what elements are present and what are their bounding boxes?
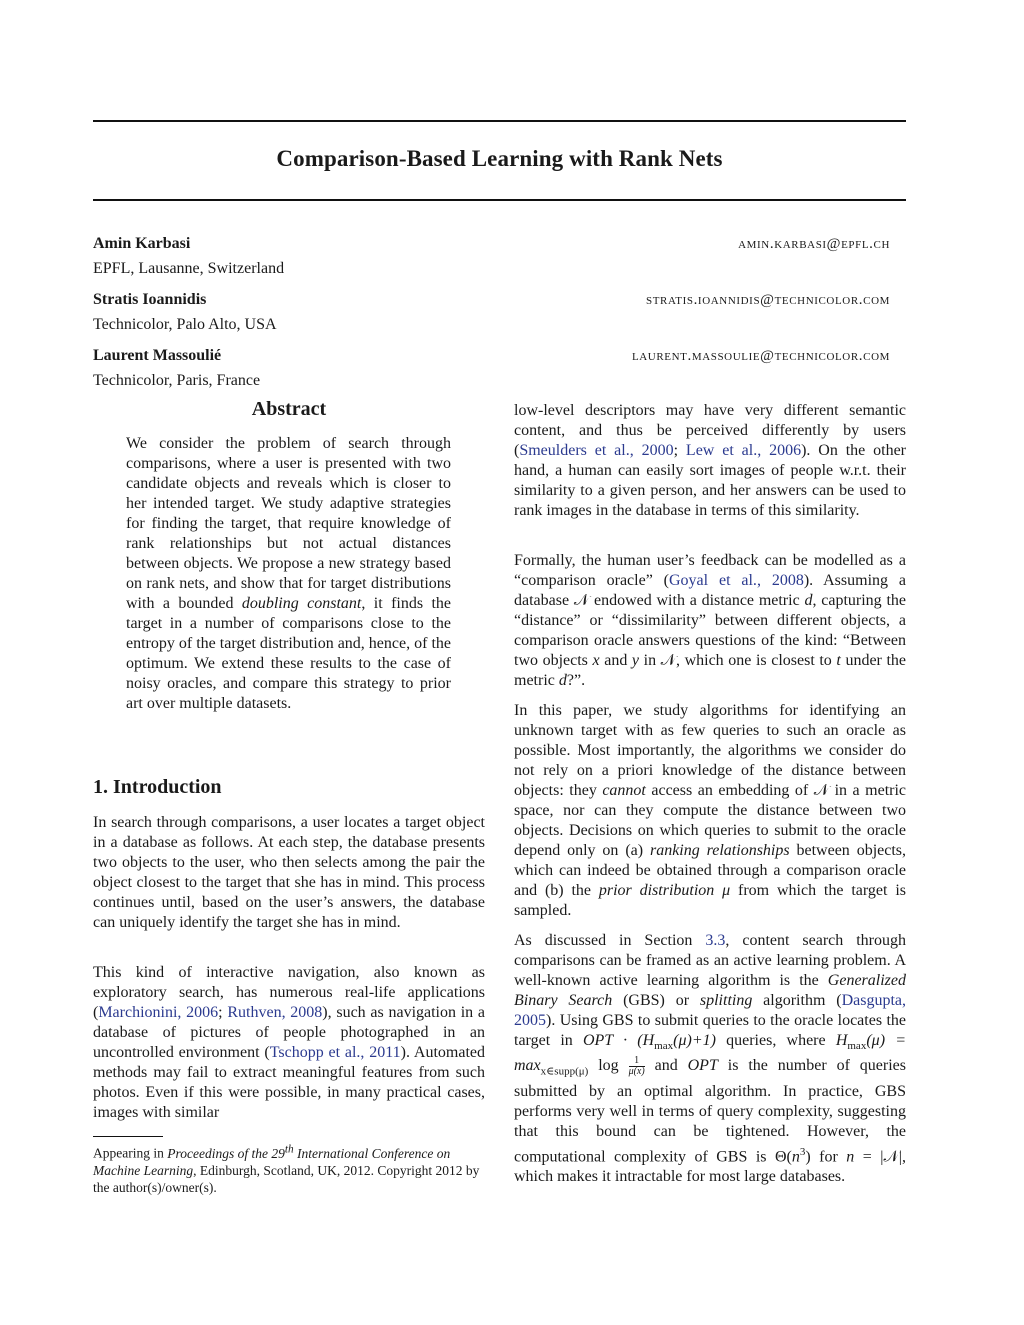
author-email: laurent.massoulie@technicolor.com (631, 348, 890, 364)
citation-author: Lew et al. (685, 442, 758, 459)
math-symbol: n (791, 1147, 800, 1165)
footnote-text: Appearing in (93, 1145, 168, 1161)
math-symbol: x (592, 652, 600, 669)
paragraph-text: between objects, which can indeed be obtained through a comparison oracle and (b) the (514, 842, 907, 899)
paragraph: low-level descriptors may have very different semantic content, and thus be perceived differently by users (Smeulders et al., 2000; Lew et al., 2006). On the other hand, a human can easily sort images of people w.r.t. their similarity to a given person, and her answers can be used to rank images in the database in terms of this similarity. (514, 402, 907, 519)
author-name: Amin Karbasi (93, 235, 191, 252)
footnote-rule (93, 1136, 163, 1137)
paragraph-text: ). On the other hand, a human can easily sort images of people w.r.t. their similarity to a given person, and her answers can be used to rank images in the database in terms of this similarity. (514, 442, 907, 519)
paragraph-text: In this paper, we study algorithms for identifying an unknown target with as few queries to such an oracle as possible. Most importantly, the algorithms we consider do not rely on a priori knowledge of the distance between objects: they (514, 702, 906, 799)
footnote-venue-text: International Conference on Machine Learning (93, 1145, 451, 1178)
emphasis: cannot (602, 782, 646, 799)
citation-year: 2006 (769, 442, 802, 459)
citation-year: 2011 (369, 1044, 401, 1061)
paragraph-text: low-level descriptors may have very different semantic content, and thus be perceived differently by users ( (514, 402, 906, 459)
paragraph-text: (GBS) or (612, 992, 700, 1009)
paragraph: This kind of interactive navigation, also known as exploratory search, has numerous real-life applications (Marchionini, 2006; Ruthven, 2008), such as navigation in a database of pictures of people photographed in an uncontrolled environment (Tschopp et al., 2011). Automated methods may fail to extract meaningful features from such photos. Even if this were possible, in many practical cases, images with similar (93, 964, 486, 1121)
math-subscript: x∈supp(μ) (540, 1065, 589, 1078)
citation-author: Smeulders et al. (519, 442, 630, 459)
footnote-superscript: th (284, 1143, 294, 1155)
intro-paragraph (93, 813, 485, 933)
emphasis: ranking relationships (649, 842, 790, 859)
section-heading-introduction: 1. Introduction (93, 776, 222, 798)
fraction-numerator: 1 (629, 1056, 645, 1067)
math-expression: OPT · (H (582, 1032, 655, 1049)
paragraph-text: is the number of queries submitted by an optimal algorithm. In practice, GBS performs very well in terms of query complexity, suggesting that this bound can be tightened. However, the computational complexity of GBS is Θ( (514, 1057, 907, 1165)
math-symbol: t (836, 652, 841, 669)
math-symbol: d (804, 592, 813, 609)
intro-paragraph (93, 963, 485, 1123)
paragraph-text: = |𝒩|, which makes it intractable for most large databases. (514, 1147, 906, 1185)
paragraph (514, 931, 906, 1187)
math-subscript: max (654, 1040, 674, 1053)
paragraph-text: and (599, 652, 632, 669)
citation-link[interactable]: Tschopp et al., 2011 (269, 1044, 401, 1061)
author-name: Laurent Massoulié (93, 347, 222, 364)
citation-author: Marchionini (98, 1004, 178, 1021)
citation-author: Dasgupta (841, 992, 902, 1009)
citation-year: 2000 (641, 442, 674, 459)
author-email: stratis.ioannidis@technicolor.com (645, 292, 890, 308)
citation-year: 2005 (514, 1012, 546, 1029)
author-affiliation: EPFL, Lausanne, Switzerland (93, 260, 285, 277)
paragraph-text: In search through comparisons, a user locates a target object in a database as follows. At each step, the database presents two objects to the user, who then selects among the pair the object closest to the target that she has in mind. This process continues until, based on the user’s answers, the database can uniquely identify the target she has in mind. (93, 814, 485, 931)
citation-link[interactable]: Marchionini, 2006 (98, 1004, 219, 1021)
math-fraction (629, 1056, 645, 1077)
right-paragraph (514, 401, 906, 521)
fraction-denominator: μ(x) (628, 1066, 645, 1078)
right-paragraph (514, 551, 906, 691)
paragraph-text: under the metric (514, 652, 907, 689)
citation-link[interactable]: Goyal et al., 2008 (669, 572, 804, 589)
math-expression: (μ)+1) (673, 1032, 716, 1049)
author-affiliation: Technicolor, Palo Alto, USA (93, 316, 277, 333)
math-symbol: n (846, 1147, 855, 1165)
right-paragraph (514, 701, 906, 921)
citation-author: Tschopp et al. (269, 1044, 361, 1061)
math-symbol: y (631, 652, 640, 669)
author-block (93, 235, 890, 278)
paragraph-text: in 𝒩, which one is closest to (639, 652, 837, 669)
paragraph (514, 551, 906, 691)
paragraph-text: , content search through comparisons can be framed as an active learning problem. A well-known active learning algorithm is the (514, 932, 906, 989)
paragraph-text: This kind of interactive navigation, also known as exploratory search, has numerous real-life applications ( (93, 964, 485, 1021)
paragraph-text: ) for (805, 1147, 847, 1165)
paragraph-text: algorithm ( (752, 992, 842, 1009)
emphasis: prior distribution μ (598, 882, 731, 899)
paragraph-text: queries, where (715, 1032, 836, 1049)
math-subscript: max (847, 1040, 867, 1053)
math-expression: H (835, 1032, 848, 1049)
author-block (93, 347, 890, 390)
abstract-heading: Abstract (251, 398, 327, 420)
citation-author: Goyal et al. (669, 572, 757, 589)
citation-link[interactable]: Smeulders et al., 2000 (519, 442, 674, 459)
abstract-text: , it finds the target in a number of comparisons close to the entropy of the target distribution and, hence, of the optimum. We extend these results to the case of noisy oracles, and compare this strategy to prior art over multiple datasets. (126, 595, 452, 712)
citation-author: Ruthven (227, 1004, 282, 1021)
paragraph-text: ). Assuming a database 𝒩 endowed with a distance metric (514, 572, 906, 609)
paragraph-text: ). Automated methods may fail to extract meaningful features from such photos. Even if this were possible, in many practical cases, images with similar (93, 1044, 486, 1121)
math-superscript: 3 (799, 1145, 806, 1158)
citation-link[interactable]: Ruthven, 2008 (227, 1004, 323, 1021)
paragraph-text: Formally, the human user’s feedback can be modelled as a “comparison oracle” ( (514, 552, 906, 589)
footnote (93, 1141, 487, 1196)
abstract-emphasis: doubling constant (241, 595, 362, 612)
paper-title: Comparison-Based Learning with Rank Nets (276, 146, 723, 171)
top-rule (93, 120, 906, 122)
emphasis: Generalized Binary Search (514, 972, 906, 1009)
footnote-text: , Edinburgh, Scotland, UK, 2012. Copyright 2012 by the author(s)/owner(s). (93, 1162, 480, 1195)
math-expression: OPT (687, 1057, 718, 1075)
math-expression: log (588, 1057, 629, 1075)
footnote-venue-text: Proceedings of the 29 (167, 1145, 285, 1161)
abstract-body (126, 434, 451, 714)
citation-year: 2006 (186, 1004, 219, 1021)
paragraph-text: ), such as navigation in a database of pictures of people photographed in an uncontrolled environment ( (93, 1004, 486, 1061)
citation-link[interactable]: Dasgupta, 2005 (514, 992, 906, 1029)
math-expression: (μ) = max (514, 1032, 907, 1075)
citation-link[interactable]: Lew et al., 2006 (685, 442, 802, 459)
paragraph-text: access an embedding of 𝒩 in a metric space, nor can they compute the distance between two objects. Decisions on which queries to submit to the oracle depend only on (a) (514, 782, 907, 859)
math-symbol: d (558, 672, 567, 689)
title-bottom-rule (93, 199, 906, 201)
paragraph-text: , capturing the “distance” or “dissimilarity” between different objects, a comparison oracle answers questions of the kind: “Between two objects (514, 592, 906, 669)
author-block (93, 291, 890, 334)
paragraph-text: As discussed in Section (514, 932, 706, 949)
paragraph-text: and (644, 1057, 688, 1075)
paragraph-text: ?”. (566, 672, 586, 689)
author-affiliation: Technicolor, Paris, France (93, 372, 261, 389)
author-email: amin.karbasi@epfl.ch (738, 236, 890, 252)
emphasis: splitting (699, 992, 753, 1009)
citation-year: 2008 (771, 572, 804, 589)
section-ref-link[interactable]: 3.3 (705, 932, 726, 949)
right-paragraph (514, 931, 906, 1187)
paragraph (514, 701, 906, 921)
author-name: Stratis Ioannidis (93, 291, 207, 308)
paragraph-text: from which the target is sampled. (514, 882, 906, 919)
paragraph-text: ). Using GBS to submit queries to the oracle locates the target in (514, 1012, 906, 1049)
citation-year: 2008 (290, 1004, 323, 1021)
abstract-text: We consider the problem of search through comparisons, where a user is presented with two candidate objects and reveals which is closer to her intended target. We study adaptive strategies for finding the target, that require knowledge of rank relationships but not actual distances between objects. We propose a new strategy based on rank nets, and show that for target distributions with a bounded (126, 435, 451, 612)
